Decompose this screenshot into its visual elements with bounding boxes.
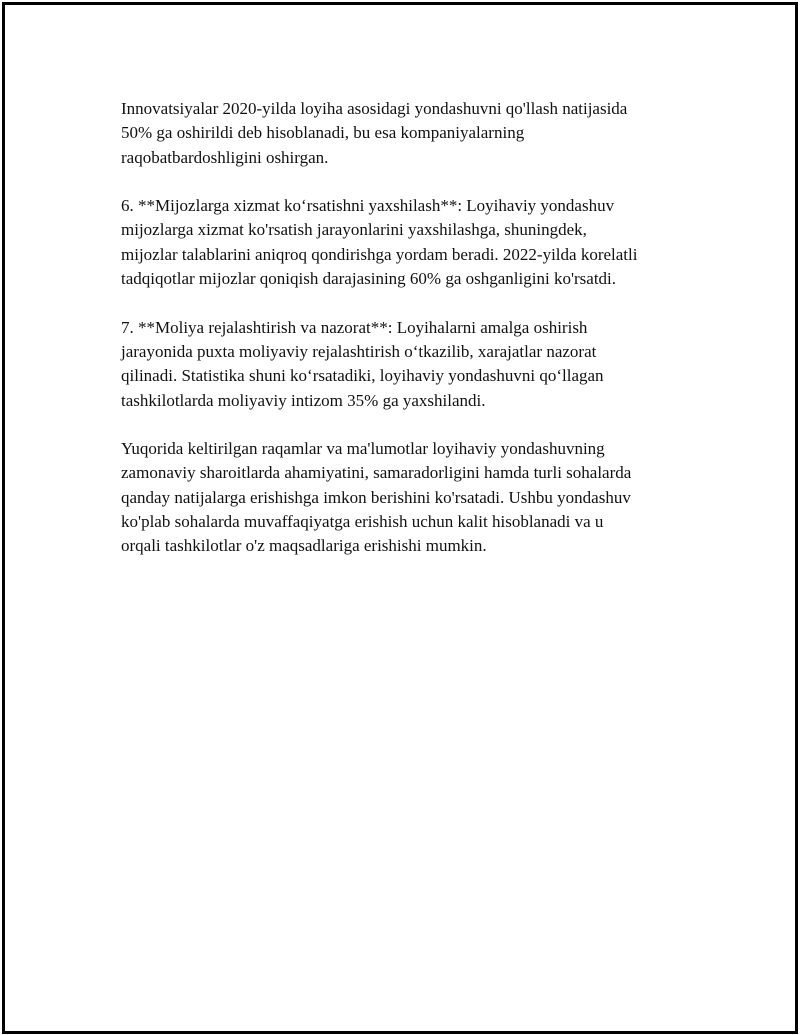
paragraph-finance-planning: 7. **Moliya rejalashtirish va nazorat**: Loyihalarni amalga oshirish jarayonida puxta moliyaviy rejalashtirish o‘tkazilib, xarajatlar nazorat qilinadi. Statistika shuni ko‘rsatadiki, loyihaviy yondashuvni qo‘llagan tashkilotlarda moliyaviy intizom 35% ga yaxshilandi.: [121, 317, 604, 410]
page-border: [2, 2, 798, 1034]
paragraph-conclusion: Yuqorida keltirilgan raqamlar va ma'lumotlar loyihaviy yondashuvning zamonaviy sharoitlarda ahamiyatini, samaradorligini hamda turli sohalarda qanday natijalarga erishishga imkon berishini ko'rsatadi. Ushbu yondashuv ko'plab sohalarda muvaffaqiyatga erishish uchun kalit hisoblanadi va u orqali tashkilotlar o'z maqsadlariga erishishi mumkin.: [121, 439, 632, 556]
paragraph-customer-service: 6. **Mijozlarga xizmat ko‘rsatishni yaxshilash**: Loyihaviy yondashuv mijozlarga xizmat ko'rsatish jarayonlarini yaxshilashga, shuningdek, mijozlar talablarini aniqroq qondirishga yordam beradi. 2022-yilda korelatli tadqiqotlar mijozlar qoniqish darajasining 60% ga oshganligini ko'rsatdi.: [121, 196, 638, 289]
document-body: [121, 97, 701, 583]
paragraph-innovations: Innovatsiyalar 2020-yilda loyiha asosidagi yondashuvni qo'llash natijasida 50% ga oshirildi deb hisoblanadi, bu esa kompaniyalarning raqobatbardoshligini oshirgan.: [121, 99, 628, 167]
